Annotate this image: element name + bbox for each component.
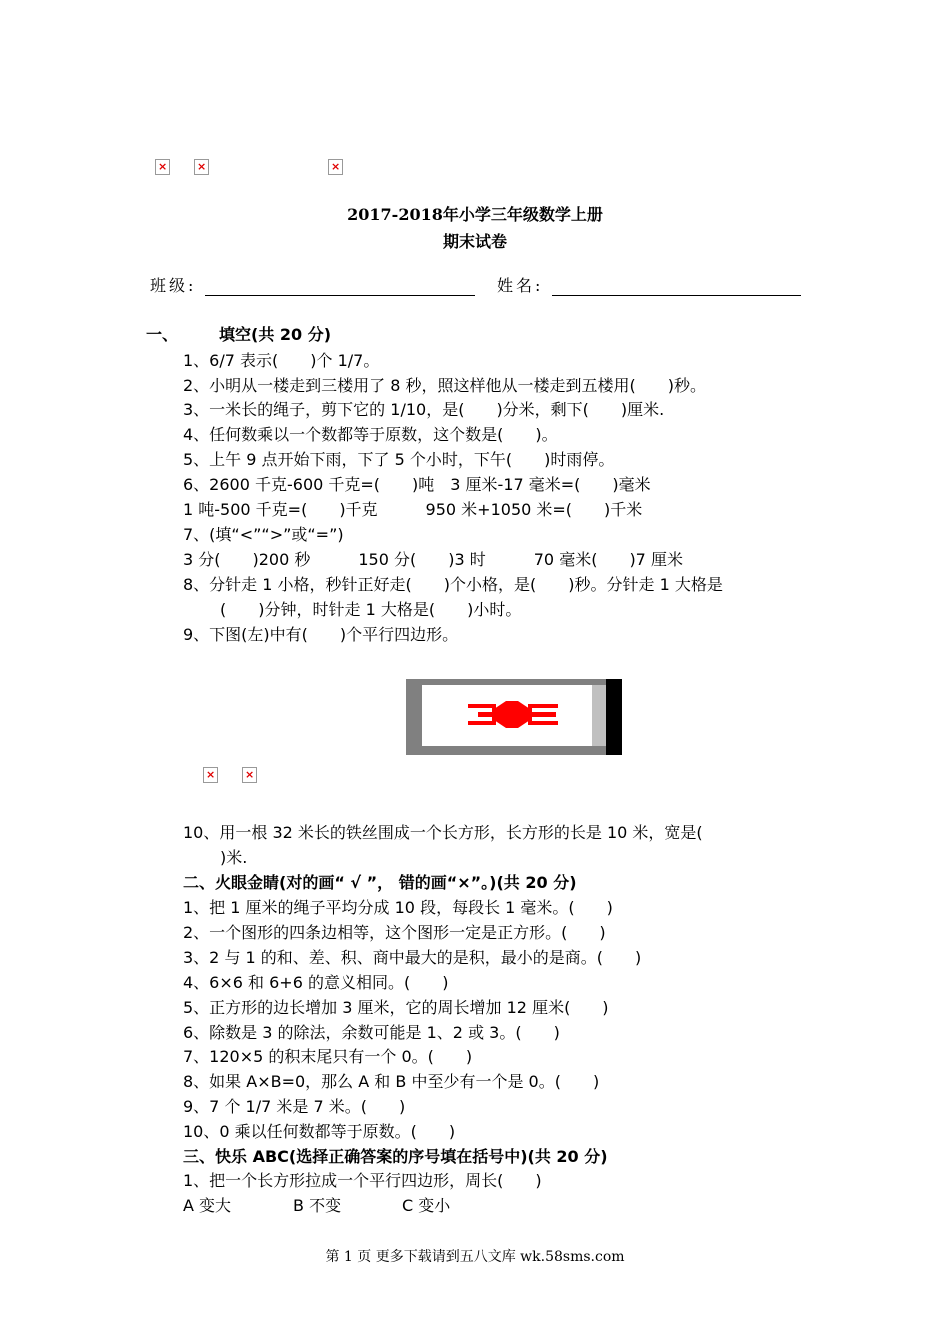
question-line: 8、如果 A×B=0，那么 A 和 B 中至少有一个是 0。( ): [183, 1072, 600, 1091]
question-line: 6、除数是 3 的除法，余数可能是 1、2 或 3。( ): [183, 1023, 560, 1042]
figure-edge: [592, 685, 606, 746]
name-label: 姓名:: [497, 276, 544, 295]
broken-image-icon: ×: [155, 159, 170, 175]
name-blank[interactable]: [552, 295, 801, 296]
option-c: C 变小: [402, 1196, 451, 1215]
page-footer: 第 1 页 更多下载请到五八文库 wk.58sms.com: [325, 1249, 625, 1265]
question-line: 2、小明从一楼走到三楼用了 8 秒，照这样他从一楼走到五楼用( )秒。: [183, 376, 707, 395]
question-line: )米.: [220, 848, 248, 867]
broken-image-icon: ×: [242, 767, 257, 783]
option-a: A 变大: [183, 1196, 232, 1215]
broken-image-icon: ×: [194, 159, 209, 175]
question-line: 6、2600 千克-600 千克=( )吨 3 厘米-17 毫米=( )毫米: [183, 475, 651, 494]
question-line: 4、6×6 和 6+6 的意义相同。( ): [183, 973, 449, 992]
question-line: 9、下图(左)中有( )个平行四边形。: [183, 625, 459, 644]
figure-shadow: [606, 679, 622, 755]
section3-heading: 三、快乐 ABC(选择正确答案的序号填在括号中)(共 20 分): [183, 1147, 608, 1166]
question-line: 3、一米长的绳子，剪下它的 1/10，是( )分米，剩下( )厘米.: [183, 400, 665, 419]
question-line: 7、(填“<”“>”或“=”): [183, 525, 344, 544]
page-title: 2017-2018年小学三年级数学上册: [347, 205, 603, 224]
class-blank[interactable]: [205, 295, 475, 296]
section1-number: 一、: [146, 325, 179, 344]
question-line: 3 分( )200 秒 150 分( )3 时 70 毫米( )7 厘米: [183, 550, 683, 569]
question-line: 4、任何数乘以一个数都等于原数，这个数是( )。: [183, 425, 558, 444]
question-line: 8、分针走 1 小格，秒针正好走( )个小格，是( )秒。分针走 1 大格是: [183, 575, 723, 594]
question-line: 1、把一个长方形拉成一个平行四边形，周长( ): [183, 1171, 542, 1190]
page-subtitle: 期末试卷: [442, 232, 507, 251]
section1-heading: 填空(共 20 分): [219, 325, 332, 344]
question-line: 2、一个图形的四条边相等，这个图形一定是正方形。( ): [183, 923, 606, 942]
broken-image-icon: ×: [328, 159, 343, 175]
question-line: 10、用一根 32 米长的铁丝围成一个长方形，长方形的长是 10 米，宽是(: [183, 823, 703, 842]
question-line: 1、把 1 厘米的绳子平均分成 10 段，每段长 1 毫米。( ): [183, 898, 613, 917]
option-b: B 不变: [293, 1196, 342, 1215]
question-line: 1、6/7 表示( )个 1/7。: [183, 351, 380, 370]
section2-heading: 二、火眼金睛(对的画“ √ ”， 错的画“×”。)(共 20 分): [183, 873, 577, 892]
question-line: 7、120×5 的积末尾只有一个 0。( ): [183, 1047, 473, 1066]
question-line: 5、上午 9 点开始下雨，下了 5 个小时，下午( )时雨停。: [183, 450, 615, 469]
class-label: 班级:: [150, 276, 197, 295]
question-line: 3、2 与 1 的和、差、积、商中最大的是积，最小的是商。( ): [183, 948, 642, 967]
question-line: 10、0 乘以任何数都等于原数。( ): [183, 1122, 456, 1141]
parallelogram-figure: [406, 679, 622, 755]
broken-image-icon: ×: [203, 767, 218, 783]
question-line: 9、7 个 1/7 米是 7 米。( ): [183, 1097, 406, 1116]
red-shape: [468, 701, 558, 728]
question-line: 1 吨-500 千克=( )千克 950 米+1050 米=( )千米: [183, 500, 643, 519]
question-line: 5、正方形的边长增加 3 厘米，它的周长增加 12 厘米( ): [183, 998, 609, 1017]
question-line: ( )分钟，时针走 1 大格是( )小时。: [220, 600, 522, 619]
